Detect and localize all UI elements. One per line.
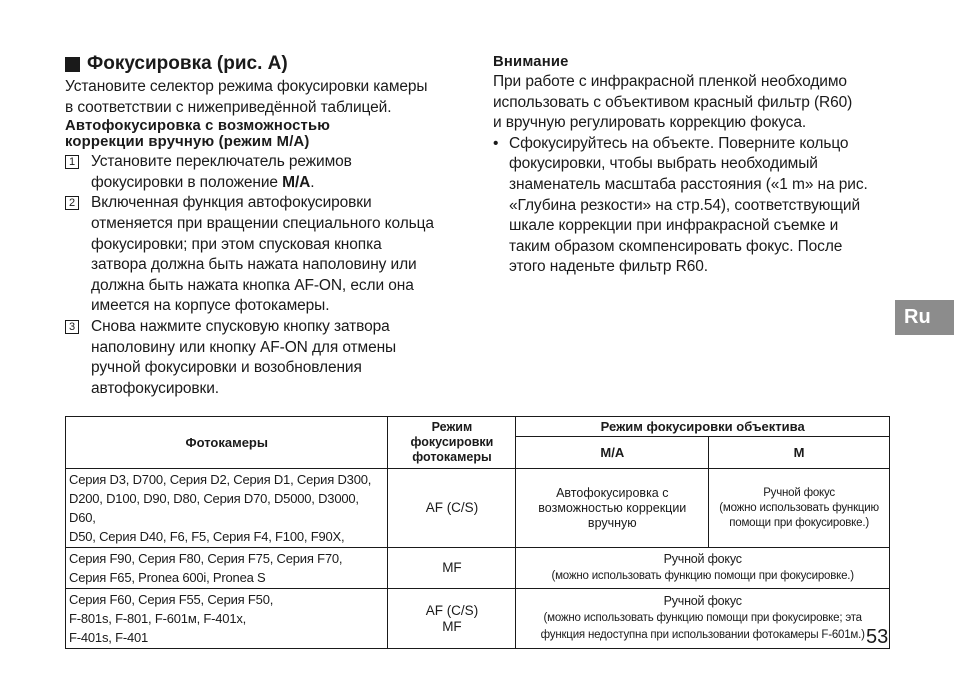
- cell-line: вручную: [587, 515, 637, 530]
- step-3: [65, 317, 470, 399]
- section-heading-text: Фокусировка (рис. A): [87, 53, 288, 74]
- cameras-cell: [66, 589, 388, 649]
- cell-line: (можно использовать функцию: [719, 501, 879, 514]
- camera-mode-cell: AF (C/S): [388, 469, 516, 548]
- cell-line: функция недоступна при использовании фотокамеры F-601м.): [540, 629, 865, 641]
- table-row: [66, 548, 890, 589]
- step-line: наполовину или кнопку AF-ON для отмены: [91, 338, 397, 356]
- notice-paragraph: [493, 72, 903, 134]
- camera-mode-cell: MF: [388, 548, 516, 589]
- step-line: имеется на корпусе фотокамеры.: [91, 297, 330, 315]
- bullet-line: фокусировки, чтобы выбрать необходимый: [509, 155, 818, 173]
- notice-heading: Внимание: [493, 54, 569, 70]
- subheading: [65, 118, 470, 150]
- header-camera-mode: [388, 417, 516, 469]
- camera-line: Серия D3, D700, Серия D2, Серия D1, Серия D300,: [69, 472, 372, 487]
- step-line: Снова нажмите спусковую кнопку затвора: [91, 317, 390, 335]
- step-line: [91, 173, 470, 194]
- step-2: [65, 193, 470, 317]
- table-row: [66, 589, 890, 649]
- bullet-line: этого наденьте фильтр R60.: [509, 258, 708, 276]
- step-text: [91, 152, 470, 193]
- step-line: затвора должна быть нажата наполовину или: [91, 256, 417, 274]
- square-bullet-icon: [65, 57, 80, 72]
- step-bold-value: M/A: [282, 173, 311, 191]
- bullet-line: «Глубина резкости» на стр.54), соответствующий: [509, 196, 861, 214]
- merged-lens-cell: [516, 589, 890, 649]
- step-line: автофокусировки.: [91, 379, 219, 397]
- bullet-line: шкале коррекции при инфракрасной съемке и: [509, 217, 839, 235]
- step-line: фокусировки; при этом спусковая кнопка: [91, 235, 382, 253]
- step-text: [91, 193, 470, 317]
- cell-line: помощи при фокусировке.): [729, 516, 869, 529]
- left-column: [65, 52, 470, 399]
- header-line: фотокамеры: [412, 450, 492, 464]
- step-number-box: 3: [65, 320, 79, 334]
- page-number: 53: [866, 626, 889, 648]
- section-heading: [65, 52, 470, 76]
- cell-line: Ручной фокус: [663, 594, 742, 608]
- cell-line: возможностью коррекции: [538, 500, 687, 515]
- right-column: [493, 52, 903, 278]
- header-line: Режим: [431, 420, 473, 434]
- notice-line: и вручную регулировать коррекцию фокуса.: [493, 114, 807, 132]
- camera-line: Серия F65, Pronea 600i, Pronea S: [69, 570, 266, 585]
- header-m: M: [709, 437, 890, 469]
- step-line: Включенная функция автофокусировки: [91, 194, 372, 212]
- m-cell: [709, 469, 890, 548]
- notice-line: использовать с объективом красный фильтр (R60): [493, 93, 853, 111]
- step-number-box: 2: [65, 196, 79, 210]
- step-line-text: фокусировки в положение: [91, 173, 283, 191]
- focus-mode-table: [65, 416, 890, 649]
- mode-line: AF (C/S): [425, 602, 479, 618]
- camera-line: Серия F90, Серия F80, Серия F75, Серия F70,: [69, 551, 343, 566]
- bullet-dot-icon: •: [493, 134, 499, 152]
- step-line-end: .: [310, 173, 315, 191]
- bullet-line: Сфокусируйтесь на объекте. Поверните кольцо: [509, 134, 849, 152]
- bullet-line: таким образом скомпенсировать фокус. После: [509, 237, 843, 255]
- notice-bullet: [493, 134, 903, 278]
- step-number-box: 1: [65, 155, 79, 169]
- camera-line: D200, D100, D90, D80, Серия D70, D5000, D3000, D60,: [69, 491, 359, 525]
- step-1: [65, 152, 470, 193]
- cell-line: Ручной фокус: [763, 486, 835, 499]
- notice-line: При работе с инфракрасной пленкой необходимо: [493, 73, 847, 90]
- step-line: Установите переключатель режимов: [91, 153, 352, 171]
- step-text: [91, 317, 470, 399]
- step-line: отменяется при вращении специального кольца: [91, 214, 434, 232]
- header-lens-mode: Режим фокусировки объектива: [516, 417, 890, 437]
- camera-line: F-401s, F-401: [69, 630, 149, 645]
- subheading-line: коррекции вручную (режим M/A): [65, 134, 310, 151]
- mode-line: MF: [442, 618, 462, 634]
- ma-cell: [516, 469, 709, 548]
- table-header-row: [66, 417, 890, 437]
- intro-paragraph: [65, 77, 470, 118]
- cell-line: (можно использовать функцию помощи при фокусировке; эта: [543, 612, 862, 624]
- header-line: фокусировки: [410, 435, 494, 449]
- cell-line: Автофокусировка с: [556, 485, 669, 500]
- camera-line: D50, Серия D40, F6, F5, Серия F4, F100, F90X,: [69, 529, 345, 544]
- merged-lens-cell: [516, 548, 890, 589]
- bullet-text: [509, 134, 903, 278]
- intro-line: в соответствии с нижеприведённой таблицей.: [65, 98, 392, 116]
- intro-line: Установите селектор режима фокусировки камеры: [65, 78, 428, 95]
- cameras-cell: [66, 469, 388, 548]
- subheading-line: Автофокусировка с возможностью: [65, 118, 331, 135]
- header-ma: M/A: [516, 437, 709, 469]
- table-row: [66, 469, 890, 548]
- bullet-line: знаменатель масштаба расстояния («1 m» на рис.: [509, 175, 868, 193]
- camera-mode-cell: [388, 589, 516, 649]
- cell-line: Ручной фокус: [663, 552, 742, 566]
- camera-line: Серия F60, Серия F55, Серия F50,: [69, 592, 274, 607]
- step-line: ручной фокусировки и возобновления: [91, 359, 362, 377]
- camera-line: F-801s, F-801, F-601м, F-401x,: [69, 611, 247, 626]
- cameras-cell: [66, 548, 388, 589]
- header-cameras: Фотокамеры: [66, 417, 388, 469]
- step-line: должна быть нажата кнопка AF-ON, если она: [91, 276, 414, 294]
- cell-line: (можно использовать функцию помощи при фокусировке.): [551, 570, 854, 582]
- language-tab: Ru: [895, 300, 954, 335]
